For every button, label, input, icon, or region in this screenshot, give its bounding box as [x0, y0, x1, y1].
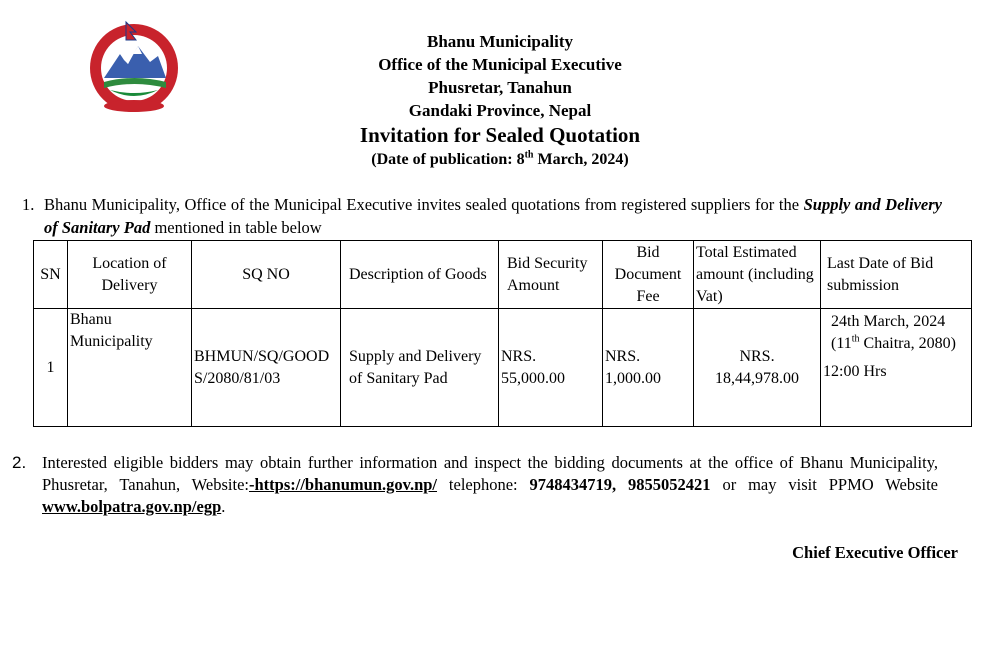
table-row	[34, 309, 972, 427]
col-sn: SN	[34, 241, 68, 309]
col-bid-fee: Bid Document Fee	[603, 241, 694, 309]
publication-date: (Date of publication: 8th March, 2024)	[371, 149, 629, 168]
address-line: Phusretar, Tanahun	[428, 78, 572, 97]
col-location: Location of Delivery	[68, 241, 192, 309]
col-bid-security: Bid Security Amount	[499, 241, 603, 309]
cell-last-date: 24th March, 2024 (11th Chaitra, 2080) 12:00 Hrs	[821, 309, 972, 427]
col-total: Total Estimated amount (including Vat)	[694, 241, 821, 309]
cell-bid-security: NRS. 55,000.00	[499, 309, 603, 427]
cell-total: NRS. 18,44,978.00	[694, 309, 821, 427]
col-last-date: Last Date of Bid submission	[821, 241, 972, 309]
table-header-row	[34, 241, 972, 309]
website-link[interactable]: -https://bhanumun.gov.np/	[249, 475, 438, 494]
cell-bid-fee: NRS. 1,000.00	[603, 309, 694, 427]
org-name: Bhanu Municipality	[427, 32, 573, 51]
quotation-table	[33, 240, 972, 427]
col-description: Description of Goods	[341, 241, 499, 309]
nepal-emblem-icon	[80, 16, 188, 116]
signoff: Chief Executive Officer	[792, 543, 958, 562]
paragraph-1: 1. Bhanu Municipality, Office of the Municipal Executive invites sealed quotations from registered suppliers for the Supply and Delivery of Sanitary Pad mentioned in table below	[22, 195, 942, 237]
province-line: Gandaki Province, Nepal	[408, 101, 592, 120]
cell-location: Bhanu Municipality	[68, 309, 192, 427]
ppmo-link[interactable]: www.bolpatra.gov.np/egp	[42, 497, 222, 516]
cell-time: 12:00 Hrs	[823, 363, 887, 380]
office-name: Office of the Municipal Executive	[378, 55, 622, 74]
paragraph-number: 2.	[12, 453, 27, 472]
paragraph-2: 2. Interested eligible bidders may obtain further information and inspect the bidding documents at the office of Bhanu Municipality, Phusretar, Tanahun, Website:-https://bhanumun.gov.np/ telephone: 9748434719, 9855052421 or may visit PPMO Website www.bolpatra.gov.np/egp.	[12, 453, 938, 516]
paragraph-number: 1.	[22, 195, 35, 214]
col-sq-no: SQ NO	[192, 241, 341, 309]
document-title: Invitation for Sealed Quotation	[359, 123, 641, 147]
cell-sq-no: BHMUN/SQ/GOODS/2080/81/03	[192, 309, 341, 427]
letterhead	[300, 30, 700, 171]
cell-description: Supply and Delivery of Sanitary Pad	[341, 309, 499, 427]
cell-sn: 1	[34, 309, 68, 427]
phone-numbers: 9748434719, 9855052421	[529, 475, 711, 494]
